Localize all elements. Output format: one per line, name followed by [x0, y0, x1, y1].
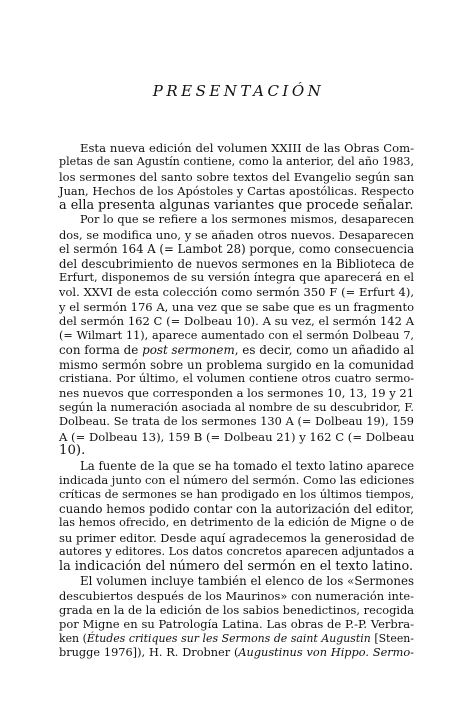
- text-line: la indicación del número del sermón en el texto latino.: [59, 558, 414, 574]
- text-segment: con forma de: [59, 343, 143, 358]
- italic-title: Augustinus von Hippo. Sermo-: [238, 646, 414, 660]
- text-line: su primer editor. Desde aquí agradecemos la generosidad de: [59, 530, 415, 545]
- text-line: descubiertos después de los Maurinos» con numeración inte-: [59, 588, 414, 603]
- text-segment: [Steen-: [370, 631, 414, 645]
- text-line: los sermones del santo sobre textos del Evangelio según san: [59, 169, 414, 184]
- text-line: [59, 646, 414, 660]
- text-line: Juan, Hechos de los Apóstoles y Cartas apostólicas. Respecto: [59, 184, 414, 199]
- text-line: (= Wilmart 11), aparece aumentado con el sermón Dolbeau 7,: [59, 328, 414, 342]
- text-line: nes nuevos que corresponden a los sermones 10, 13, 19 y 21: [59, 386, 415, 401]
- text-line: cristiana. Por último, el volumen contiene otros cuatro sermo-: [59, 372, 414, 385]
- body-text: [59, 141, 414, 661]
- text-line: mismo sermón sobre un problema surgido en la comunidad: [59, 357, 414, 372]
- text-line: Erfurt, disponemos de su versión íntegra que aparecerá en el: [59, 270, 414, 284]
- text-line: del sermón 162 C (= Dolbeau 10). A su vez, el sermón 142 A: [59, 314, 414, 329]
- italic-title: Études critiques sur les Sermons de saint Augustin: [86, 631, 371, 645]
- text-line: críticas de sermones se han prodigado en los últimos tiempos,: [59, 487, 414, 501]
- text-line: Por lo que se refiere a los sermones mismos, desaparecen: [80, 213, 414, 227]
- text-line: Dolbeau. Se trata de los sermones 130 A (= Dolbeau 19), 159: [59, 415, 414, 429]
- text-line: 10).: [59, 443, 86, 459]
- text-line: La fuente de la que se ha tomado el texto latino aparece: [80, 458, 414, 473]
- text-line: indicada junto con el número del sermón. Como las ediciones: [59, 473, 415, 488]
- text-line: Esta nueva edición del volumen XXIII de las Obras Com-: [80, 141, 414, 155]
- page-heading: PRESENTACIÓN: [152, 82, 325, 100]
- text-segment: ken (: [59, 631, 87, 645]
- text-line: vol. XXVI de esta colección como sermón 350 F (= Erfurt 4),: [59, 285, 414, 300]
- text-line: El volumen incluye también el elenco de los «Sermones: [80, 574, 414, 589]
- text-line: por Migne en su Patrología Latina. Las obras de P.-P. Verbra-: [59, 617, 414, 632]
- text-line: y el sermón 176 A, una vez que se sabe que es un fragmento: [59, 299, 414, 314]
- text-line: [59, 632, 414, 646]
- text-line: dos, se modifica uno, y se añaden otros nuevos. Desaparecen: [59, 227, 414, 242]
- text-segment: , es decir, como un añadido al: [234, 343, 415, 358]
- text-line: grada en la de la edición de los sabios benedictinos, recogida: [59, 603, 415, 617]
- text-segment: brugge 1976]), H. R. Drobner (: [59, 646, 239, 660]
- text-line: cuando hemos podido contar con la autorización del editor,: [59, 501, 414, 516]
- text-line: según la numeración asociada al nombre de su descubridor, F.: [59, 400, 414, 414]
- italic-title: post sermonem: [142, 343, 235, 358]
- text-line: [59, 343, 414, 357]
- text-line: pletas de san Agustín contiene, como la anterior, del año 1983,: [59, 155, 414, 169]
- text-line: del descubrimiento de nuevos sermones en la Biblioteca de: [59, 256, 414, 271]
- text-line: A (= Dolbeau 13), 159 B (= Dolbeau 21) y 162 C (= Dolbeau: [59, 429, 415, 444]
- text-line: las hemos ofrecido, en detrimento de la edición de Migne o de: [59, 516, 414, 530]
- text-line: a ella presenta algunas variantes que procede señalar.: [59, 197, 414, 213]
- text-line: el sermón 164 A (= Lambot 28) porque, como consecuencia: [59, 242, 415, 257]
- text-line: autores y editores. Los datos concretos aparecen adjuntados a: [59, 545, 415, 559]
